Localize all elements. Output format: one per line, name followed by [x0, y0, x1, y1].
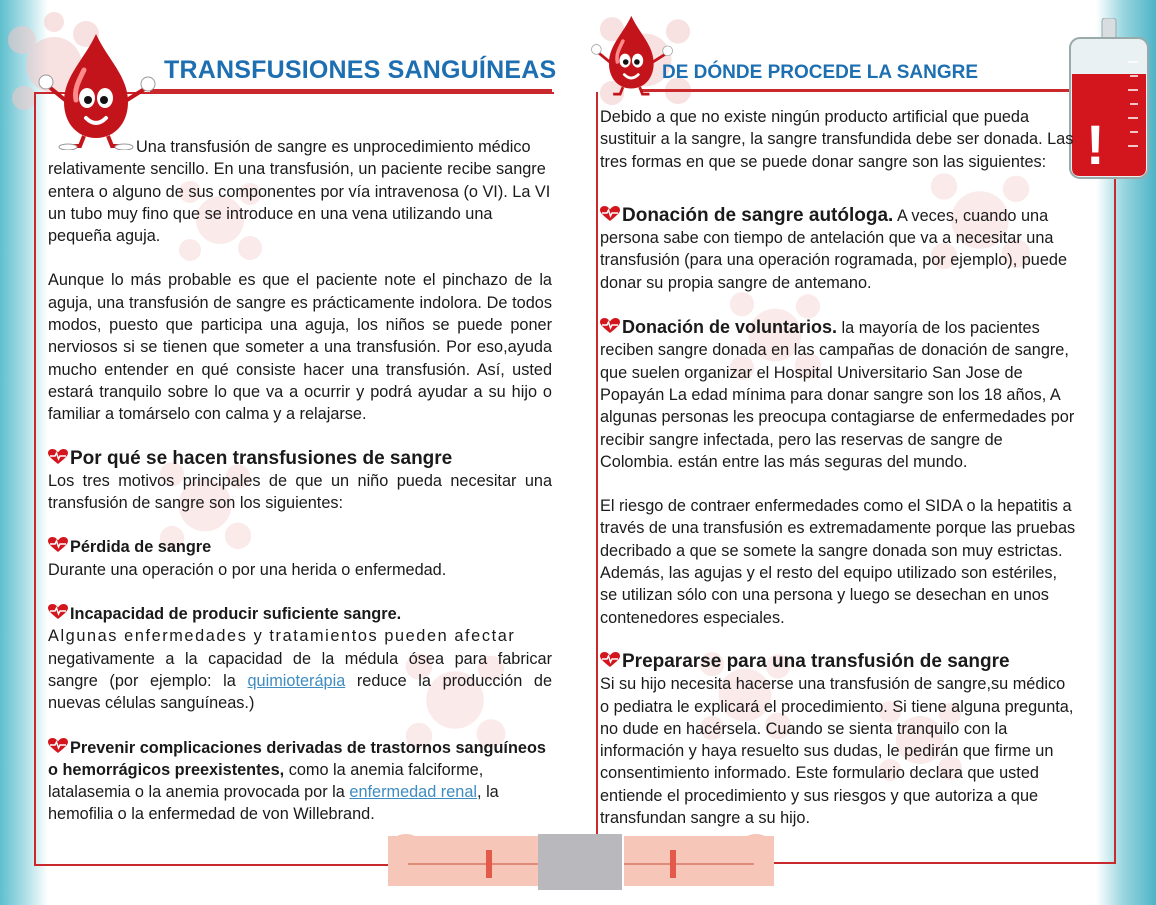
blood-bag-mark: ! — [1086, 113, 1105, 176]
left-intro-paragraph: Una transfusión de sangre es unprocedimiento médico relativamente sencillo. En una transfusión, un paciente recibe sangre entera o alguno de sus componentes por vía intravenosa (o VI). La VI un tubo muy fino que se introduce en una vena utilizando una pequeña aguja. — [48, 138, 551, 246]
left-column — [48, 136, 552, 826]
incapacity-heading: Incapacidad de producir suficiente sangre. — [48, 603, 552, 625]
autologous-paragraph: Donación de sangre autóloga. A veces, cuando una persona sabe con tiempo de antelación que va a necesitar una transfusión (para una operación rogramada, por ejemplo), puede donar su propia sangre de antemano. — [600, 204, 1068, 292]
chemotherapy-link[interactable]: quimioterápia — [247, 671, 346, 690]
blood-bag-icon — [1066, 18, 1152, 188]
right-title-rule — [642, 89, 1072, 92]
left-title-rule — [150, 89, 552, 92]
right-frame-bottom — [740, 862, 1116, 864]
prepare-heading: Prepararse para una transfusión de sangre — [600, 651, 1078, 673]
incapacity-text-line1: Algunas enfermedades y tratamientos pueden afectar — [48, 627, 516, 646]
arm-icon — [388, 826, 538, 896]
heart-pulse-icon — [600, 652, 620, 668]
heart-pulse-icon — [600, 206, 620, 222]
heart-pulse-icon — [48, 604, 68, 620]
arm-icon — [624, 826, 774, 896]
right-page-title: DE DÓNDE PROCEDE LA SANGRE — [662, 62, 978, 83]
prepare-text: Si su hijo necesita hacerse una transfusión de sangre,su médico o pediatra le explicará el procedimiento. Si tiene alguna pregunta, no dude en hacérsela. Cuando se sienta tranquilo con la información y haya resuelto sus dudas, le pedirán que firme un consentimiento informado. Este formulario declara que usted entiende el procedimiento y sus riesgos y que autoriza a que transfundan sangre a su hijo. — [600, 675, 1074, 828]
right-intro-paragraph: Debido a que no existe ningún producto artificial que pueda sustituir a la sangre, la sangre transfundida debe ser donada. Las tres formas en que se puede donar sangre son las siguientes: — [600, 108, 1074, 171]
left-frame-bottom — [34, 864, 419, 866]
loss-heading: Pérdida de sangre — [48, 536, 552, 558]
why-heading: Por qué se hacen transfusiones de sangre — [48, 448, 552, 470]
blood-drop-mascot-icon — [588, 12, 676, 98]
prevent-heading: Prevenir complicaciones derivadas de trastornos sanguíneos o hemorrágicos preexistentes, — [48, 738, 546, 779]
left-paragraph-2: Aunque lo más probable es que el paciente note el pinchazo de la aguja, una transfusión de sangre es prácticamente indolora. De todos modos, puesto que participa una aguja, los niños se puede poner nerviosos si se tienen que someter a una transfusión. Por eso,ayuda mucho entender en qué consiste hacer una transfusión. Así, usted estará tranquilo sobre lo que va a ocurrir y podrá ayudar a su hijo o familiar a tomárselo con calma y a relajarse. — [48, 271, 552, 424]
loss-text: Durante una operación o por una herida o enfermedad. — [48, 560, 447, 579]
prevent-paragraph: Prevenir complicaciones derivadas de trastornos sanguíneos o hemorrágicos preexistentes, como la anemia falciforme, latalasemia o la anemia provocada por la enfermedad renal, la hemofilia o la enfermedad de von Willebrand. — [48, 738, 546, 824]
why-text: Los tres motivos principales de que un niño pueda necesitar una transfusión de sangre son los siguientes: — [48, 471, 552, 513]
heart-pulse-icon — [48, 537, 68, 553]
center-fold-box — [538, 834, 622, 890]
autologous-heading: Donación de sangre autóloga. — [622, 204, 894, 226]
right-frame-right-side — [1114, 160, 1116, 864]
right-frame-left-side — [596, 92, 598, 864]
volunteer-paragraph: Donación de voluntarios. la mayoría de los pacientes reciben sangre donada en las campañas de donación de sangre, que suelen organizar el Hospital Universitario San Jose de Popayán La edad mínima para donar sangre son los 18 años, A algunas personas les preocupa contagiarse de enfermedades por recibir sangre infectada, pero las reservas de sangre de Colombia. están entre las más seguras del mundo. — [600, 317, 1075, 471]
right-column — [600, 106, 1078, 829]
volunteer-heading: Donación de voluntarios. — [622, 317, 838, 338]
risk-paragraph: El riesgo de contraer enfermedades como el SIDA o la hepatitis a través de una transfusión es extremadamente porque las pruebas decribado a que se somete la sangre donada son muy estrictas. Además, las agujas y el resto del equipo utilizado son estériles, se utilizan sólo con una persona y luego se desechan en unos contenedores especiales. — [600, 497, 1076, 627]
kidney-disease-link[interactable]: enfermedad renal — [349, 783, 478, 802]
blood-drop-mascot-icon — [34, 30, 160, 150]
incapacity-text: negativamente a la capacidad de la médula ósea para fabricar sangre (por ejemplo: la quimioterápia reduce la producción de nuevas células sanguíneas.) — [48, 649, 553, 713]
heart-pulse-icon — [600, 318, 620, 334]
left-page-title: TRANSFUSIONES SANGUÍNEAS — [164, 56, 557, 84]
heart-pulse-icon — [48, 449, 68, 465]
heart-pulse-icon — [48, 738, 68, 754]
